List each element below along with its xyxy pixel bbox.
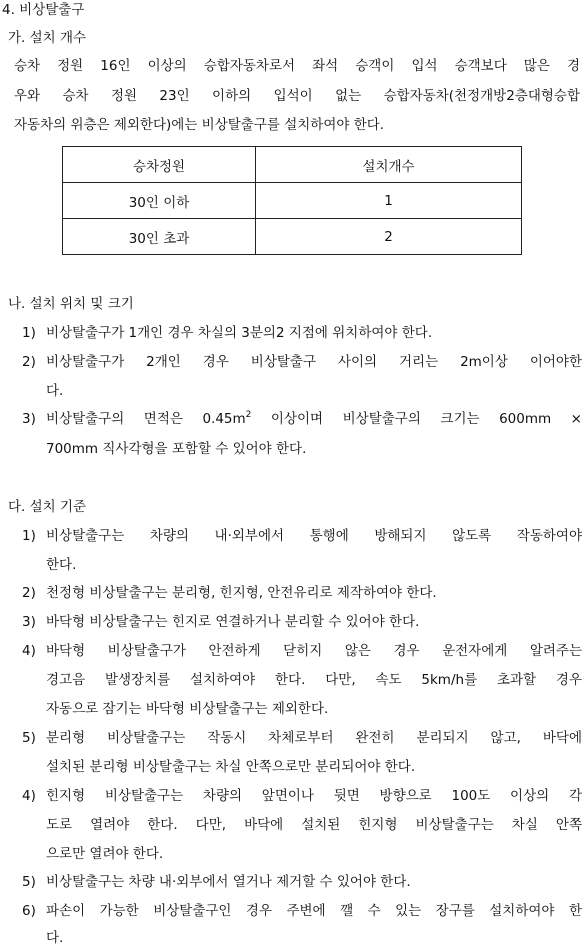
installation-count-table — [62, 146, 522, 255]
list-item-text: 비상탈출구가 1개인 경우 차실의 3분의2 지점에 위치하여야 한다. — [46, 325, 433, 341]
list-item-text-cont: 자동으로 잠기는 바닥형 비상탈출구는 제외한다. — [46, 701, 329, 717]
section-a-para-line-3: 자동차의 위층은 제외한다)에는 비상탈출구를 설치하여야 한다. — [14, 117, 385, 133]
list-item-number: 1) — [22, 325, 36, 341]
list-item-text-cont: 700mm 직사각형을 포함할 수 있어야 한다. — [46, 441, 307, 457]
list-item-number: 5) — [22, 874, 36, 890]
list-item-text: 천정형 비상탈출구는 분리형, 힌지형, 안전유리로 제작하여야 한다. — [46, 585, 437, 601]
list-item-text: 비상탈출구는 차량 내·외부에서 열거나 제거할 수 있어야 한다. — [46, 874, 411, 890]
list-item-text: 분리형 비상탈출구는 작동시 차체로부터 완전히 분리되지 않고, 바닥에 — [46, 730, 582, 746]
list-item-text: 힌지형 비상탈출구는 차량의 앞면이나 뒷면 방향으로 100도 이상의 각 — [46, 788, 582, 804]
table-header-cell: 설치개수 — [256, 147, 522, 183]
section-a-title: 가. 설치 개수 — [8, 30, 87, 46]
list-item-text — [46, 409, 582, 429]
section-a-para-line-1: 승차 정원 16인 이상의 승합자동차로서 좌석 승객이 입석 승객보다 많은 경 — [14, 58, 580, 74]
table-row — [63, 183, 522, 219]
list-item-text-cont: 한다. — [46, 557, 77, 573]
size-text: 이상이며 비상탈출구의 크기는 600mm × — [251, 411, 582, 427]
list-item-number: 3) — [22, 614, 36, 630]
area-text: 비상탈출구의 면적은 0.45m — [46, 411, 246, 427]
list-item-number: 4) — [22, 788, 36, 804]
superscript-exponent: 2 — [245, 410, 252, 420]
list-item-text: 비상탈출구가 2개인 경우 비상탈출구 사이의 거리는 2m이상 이어야한 — [46, 354, 582, 370]
list-item-text-cont: 도로 열려야 한다. 다만, 바닥에 설치된 힌지형 비상탈출구는 차실 안쪽 — [46, 817, 582, 833]
section-a-para-line-2: 우와 승차 정원 23인 이하의 입석이 없는 승합자동차(천정개방2층대형승합 — [14, 88, 580, 104]
document-heading: 4. 비상탈출구 — [2, 2, 85, 18]
list-item-number: 1) — [22, 528, 36, 544]
list-item-text: 바닥형 비상탈출구는 힌지로 연결하거나 분리할 수 있어야 한다. — [46, 614, 420, 630]
table-header-cell: 승차정원 — [63, 147, 256, 183]
table-cell: 1 — [256, 183, 522, 219]
list-item-text: 파손이 가능한 비상탈출구인 경우 주변에 깰 수 있는 장구를 설치하여야 한 — [46, 903, 582, 919]
list-item-text-cont: 설치된 분리형 비상탈출구는 차실 안쪽으로만 분리되어야 한다. — [46, 759, 416, 775]
list-item-text-cont: 다. — [46, 930, 64, 946]
list-item-number: 2) — [22, 354, 36, 370]
table-header-row — [63, 147, 522, 183]
table-row — [63, 219, 522, 255]
list-item-text-cont: 으로만 열려야 한다. — [46, 846, 164, 862]
list-item-number: 5) — [22, 730, 36, 746]
list-item-number: 3) — [22, 411, 36, 427]
list-item-text: 바닥형 비상탈출구가 안전하게 닫히지 않은 경우 운전자에게 알려주는 — [46, 643, 582, 659]
list-item-number: 6) — [22, 903, 36, 919]
list-item-text-cont: 경고음 발생장치를 설치하여야 한다. 다만, 속도 5km/h를 초과할 경우 — [46, 672, 582, 688]
section-b-title: 나. 설치 위치 및 크기 — [8, 296, 134, 312]
table-cell: 2 — [256, 219, 522, 255]
table-cell: 30인 이하 — [63, 183, 256, 219]
list-item-number: 4) — [22, 643, 36, 659]
list-item-number: 2) — [22, 585, 36, 601]
table-cell: 30인 초과 — [63, 219, 256, 255]
section-c-title: 다. 설치 기준 — [8, 499, 87, 515]
list-item-text-cont: 다. — [46, 383, 64, 399]
list-item-text: 비상탈출구는 차량의 내·외부에서 통행에 방해되지 않도록 작동하여야 — [46, 528, 582, 544]
